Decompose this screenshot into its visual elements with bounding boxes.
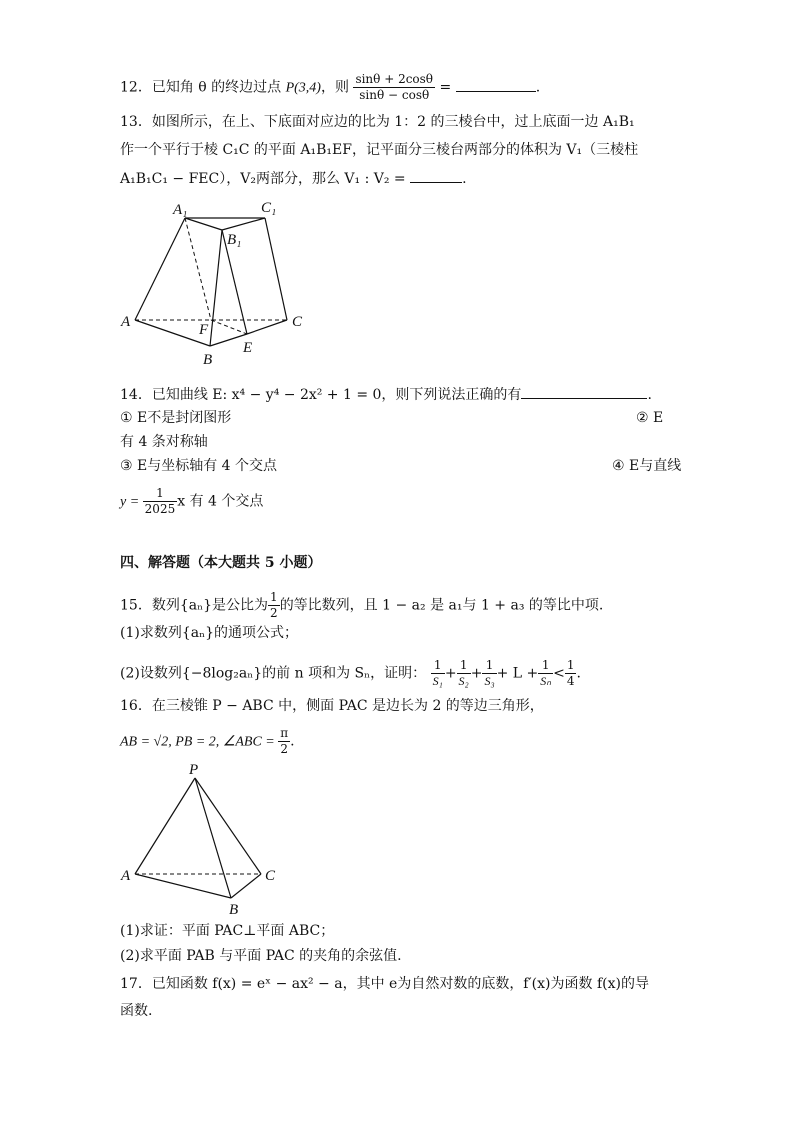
q16-part2: (2)求平面 PAB 与平面 PAC 的夹角的余弦值.: [120, 948, 402, 964]
q14-opt4-den: 2025: [144, 502, 176, 516]
q12-point: P(3,4): [285, 80, 321, 96]
q15-term1: [431, 658, 445, 689]
q15-ratio-num: 1: [270, 590, 278, 604]
q14-line1-text: 14．已知曲线 E: x⁴ − y⁴ − 2x² + 1 = 0，则下列说法正确的有: [120, 387, 522, 403]
q14-opt1: ① E不是封闭图形: [120, 410, 232, 426]
edge-c1c: [265, 218, 287, 320]
label-b: B: [229, 902, 239, 916]
q13-answer-blank[interactable]: [410, 168, 462, 183]
q16-part1: (1)求证：平面 PAC⊥平面 ABC；: [120, 923, 335, 939]
q15-rhs: [565, 658, 577, 689]
q13-line1: 13．如图所示，在上、下底面对应边的比为 1：2 的三棱台中，过上底面一边 A₁B₁: [120, 114, 635, 130]
label-c: C: [265, 868, 276, 884]
label-a: A: [121, 314, 131, 330]
q13-line3-text: A₁B₁C₁ − FEC），V₂两部分，那么 V₁ : V₂ =: [120, 171, 411, 187]
q14-answer-blank[interactable]: [521, 384, 647, 399]
edge-pb: [195, 778, 231, 898]
label-a1: A₁: [173, 202, 188, 218]
q15-line1: [120, 590, 603, 621]
q15-term2-den: S₂: [458, 674, 469, 688]
q12-fraction: [353, 72, 435, 103]
q15-line1a: 15．数列{aₙ}是公比为: [120, 597, 269, 614]
q14-opt4-frac: [143, 486, 178, 517]
q16-line2b: .: [290, 733, 295, 750]
q15-ratio: [268, 590, 280, 621]
q13-line3: A₁B₁C₁ − FEC），V₂两部分，那么 V₁ : V₂ = .: [120, 168, 467, 189]
q15-term3-den: S₃: [484, 674, 495, 688]
label-f: F: [199, 322, 209, 338]
label-b: B: [203, 352, 213, 368]
edge-a1f-hidden: [185, 218, 211, 320]
label-c1: C₁: [261, 200, 277, 216]
edge-pa: [135, 778, 195, 874]
q15-period: .: [576, 665, 581, 682]
label-e: E: [243, 340, 253, 356]
edge-a1a: [135, 218, 185, 320]
label-a: A: [121, 868, 131, 884]
q15-term3: [482, 658, 496, 689]
edge-b1c1: [222, 218, 265, 230]
label-p: P: [189, 762, 199, 778]
q14-opt4a: ④ E与直线: [612, 458, 682, 474]
edge-b1b: [210, 230, 222, 346]
edge-ab: [135, 874, 231, 898]
q12-answer-blank[interactable]: [456, 77, 536, 92]
q14-opt4-num: 1: [143, 486, 178, 502]
q12-frac-num: sinθ + 2cosθ: [355, 72, 434, 86]
edge-a1b1: [185, 218, 222, 230]
q15-term1-den: S₁: [432, 674, 443, 688]
edge-ec: [247, 320, 287, 334]
pyramid-figure: [115, 760, 295, 916]
q15-part2a: (2)设数列{−8log₂aₙ}的前 n 项和为 Sₙ，证明：: [120, 665, 427, 682]
q16-line2a: AB = √2, PB = 2, ∠ABC =: [120, 734, 279, 750]
q14-opt4b: x 有 4 个交点: [177, 493, 264, 510]
q15-lt: <: [553, 665, 565, 682]
q16-line2: [120, 726, 295, 757]
q16-angle-den: 2: [280, 742, 288, 756]
q15-part2: [120, 658, 581, 689]
edge-pc: [195, 778, 261, 874]
q17-line1: 17．已知函数 f(x) = eˣ − ax² − a，其中 e为自然对数的底数，f′(x)为函数 f(x)的导: [120, 976, 649, 992]
edge-fe-hidden: [211, 320, 247, 334]
q15-line1b: 的等比数列，且 1 − a₂ 是 a₁与 1 + a₃ 的等比中项.: [279, 597, 604, 614]
q12-mid: ，则: [320, 79, 349, 96]
q14-opt2b: 有 4 条对称轴: [120, 434, 208, 450]
edge-bc: [231, 874, 261, 898]
edge-be: [210, 334, 247, 346]
section-heading: 四、解答题（本大题共 5 小题）: [120, 555, 322, 571]
q14-opt3: ③ E与坐标轴有 4 个交点: [120, 458, 278, 474]
q15-term2-num: 1: [457, 658, 471, 674]
q14-opt4-line: [120, 486, 263, 517]
q14-opt2a: ② E: [636, 410, 664, 426]
q13-line2: 作一个平行于棱 C₁C 的平面 A₁B₁EF，记平面分三棱台两部分的体积为 V₁（三棱柱: [120, 142, 639, 158]
q15-dots: + L +: [496, 665, 539, 682]
q15-rhs-num: 1: [566, 658, 575, 672]
q15-part1: (1)求数列{aₙ}的通项公式；: [120, 625, 299, 641]
q15-rhs-den: 4: [566, 674, 575, 688]
q14-line1: 14．已知曲线 E: x⁴ − y⁴ − 2x² + 1 = 0，则下列说法正确的有 .: [120, 384, 652, 405]
q15-term1-num: 1: [431, 658, 445, 674]
label-b1: B₁: [227, 232, 242, 248]
q15-ratio-den: 2: [270, 606, 278, 620]
q15-plus1: +: [444, 665, 457, 682]
q15-termn-num: 1: [538, 658, 553, 674]
q15-plus2: +: [470, 665, 483, 682]
q12-prefix: 12．已知角 θ 的终边过点: [120, 79, 286, 96]
q16-angle: [278, 726, 290, 757]
q15-term2: [457, 658, 471, 689]
q12-line: 12．已知角 θ 的终边过点 P(3,4)，则 $\frac{\sin\theta + 2\cos\theta}{\sin\theta - \cos\theta}$ = .: [120, 72, 541, 102]
label-c: C: [292, 314, 303, 330]
q15-termn: [538, 658, 553, 689]
q12-suffix: =: [435, 79, 456, 96]
q15-term3-num: 1: [482, 658, 496, 674]
q16-angle-num: π: [280, 726, 289, 740]
frustum-figure: [115, 196, 315, 374]
q15-termn-den: Sₙ: [540, 674, 552, 688]
q17-line2: 函数.: [120, 1003, 153, 1019]
q16-line1: 16．在三棱锥 P − ABC 中，侧面 PAC 是边长为 2 的等边三角形，: [120, 698, 544, 714]
q12-frac-den: sinθ − cosθ: [359, 88, 430, 102]
q14-opt4-y: y =: [120, 494, 143, 510]
